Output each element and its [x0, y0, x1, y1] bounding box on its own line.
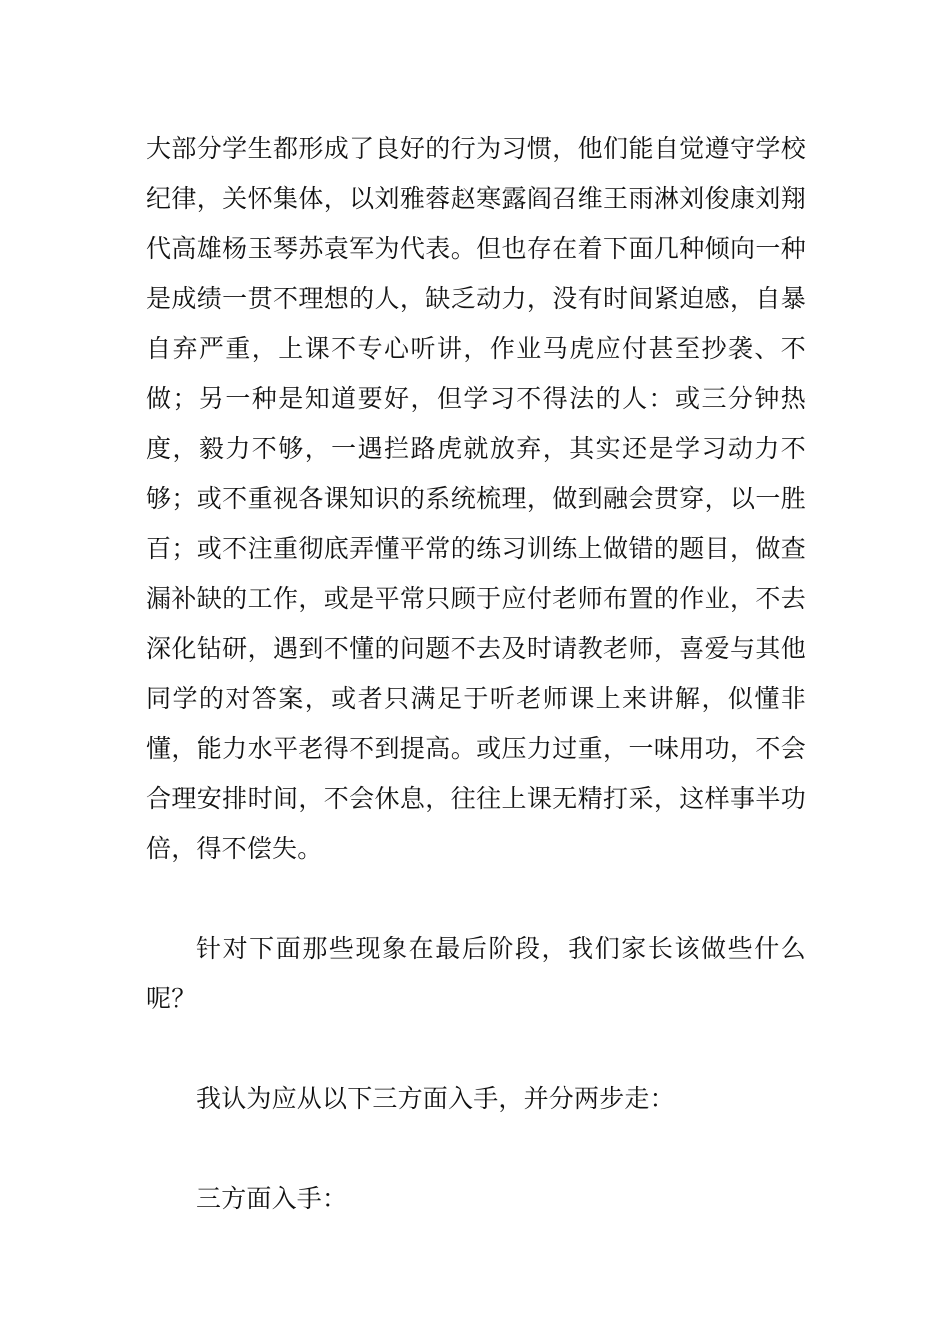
document-body [146, 124, 806, 1224]
paragraph-approach-intro: 我认为应从以下三方面入手，并分两步走： [196, 1084, 675, 1113]
paragraph-three-aspects-heading: 三方面入手： [196, 1184, 348, 1213]
paragraph-parent-question: 针对下面那些现象在最后阶段，我们家长该做些什么呢？ [146, 934, 806, 1013]
paragraph-student-behavior: 大部分学生都形成了良好的行为习惯，他们能自觉遵守学校纪律，关怀集体，以刘雅蓉赵寒露阎召维王雨淋刘俊康刘翔代高雄杨玉琴苏袁军为代表。但也存在着下面几种倾向一种是成绩一贯不理想的人，缺乏动力，没有时间紧迫感，自暴自弃严重，上课不专心听讲，作业马虎应付甚至抄袭、不做；另一种是知道要好，但学习不得法的人：或三分钟热度，毅力不够，一遇拦路虎就放弃，其实还是学习动力不够；或不重视各课知识的系统梳理，做到融会贯穿，以一胜百；或不注重彻底弄懂平常的练习训练上做错的题目，做查漏补缺的工作，或是平常只顾于应付老师布置的作业，不去深化钻研，遇到不懂的问题不去及时请教老师，喜爱与其他同学的对答案，或者只满足于听老师课上来讲解，似懂非懂，能力水平老得不到提高。或压力过重，一味用功，不会合理安排时间，不会休息，往往上课无精打采，这样事半功倍，得不偿失。 [146, 134, 806, 863]
